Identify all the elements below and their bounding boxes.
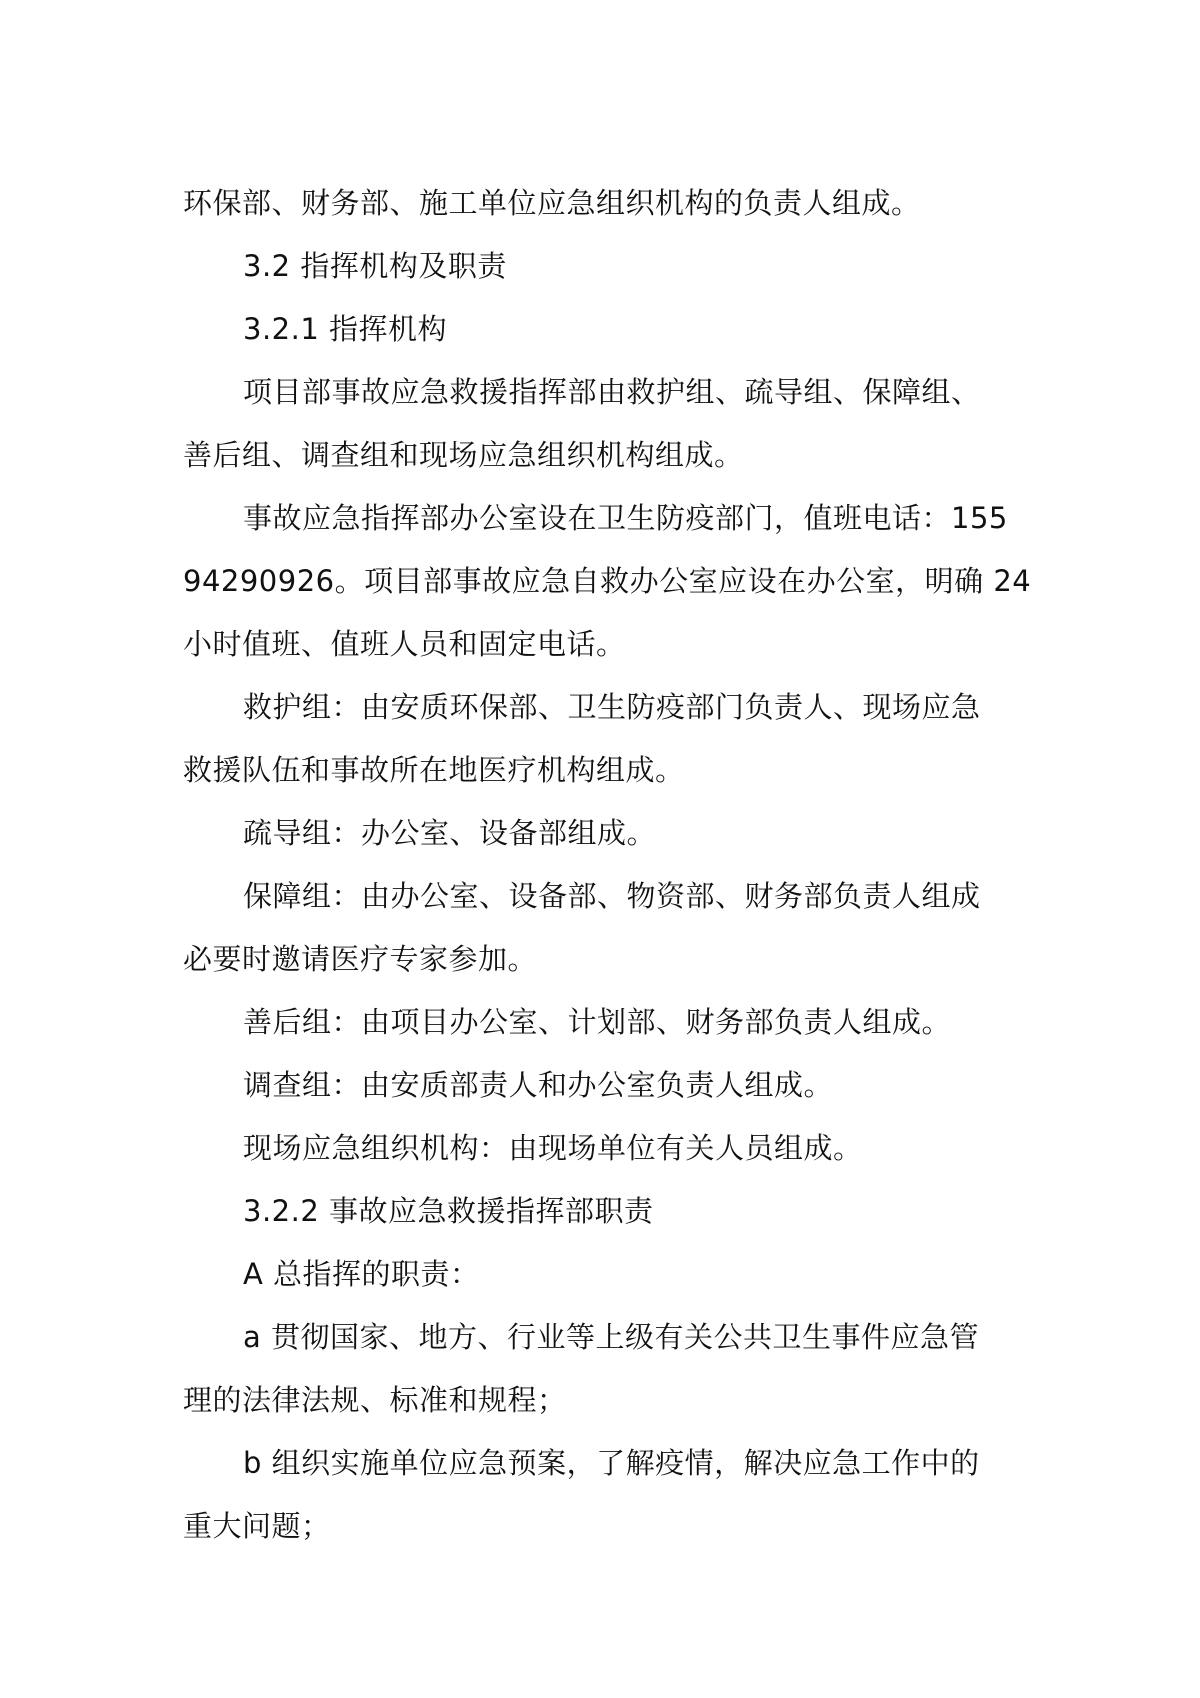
text-line-5: 善后组、调查组和现场应急组织机构组成。: [183, 438, 744, 472]
text-line-15: 调查组：由安质部责人和办公室负责人组成。: [243, 1068, 834, 1102]
text-line-12: 保障组：由办公室、设备部、物资部、财务部负责人组成: [243, 879, 981, 913]
section-heading-3-2-1: 3.2.1 指挥机构: [243, 312, 448, 346]
text-line-18: A 总指挥的职责：: [243, 1257, 480, 1291]
text-line-4: 项目部事故应急救援指挥部由救护组、疏导组、保障组、: [243, 375, 981, 409]
text-line-6: 事故应急指挥部办公室设在卫生防疫部门，值班电话：155: [243, 501, 1008, 535]
text-line-21: b 组织实施单位应急预案，了解疫情，解决应急工作中的: [243, 1446, 980, 1480]
text-line-13: 必要时邀请医疗专家参加。: [183, 942, 538, 976]
section-heading-3-2-2: 3.2.2 事故应急救援指挥部职责: [243, 1194, 654, 1228]
text-line-1: 环保部、财务部、施工单位应急组织机构的负责人组成。: [183, 186, 921, 220]
text-line-22: 重大问题；: [183, 1509, 331, 1543]
text-line-20: 理的法律法规、标准和规程；: [183, 1383, 567, 1417]
text-line-10: 救援队伍和事故所在地医疗机构组成。: [183, 753, 685, 787]
section-heading-3-2: 3.2 指挥机构及职责: [243, 249, 507, 283]
text-line-16: 现场应急组织机构：由现场单位有关人员组成。: [243, 1131, 863, 1165]
text-line-14: 善后组：由项目办公室、计划部、财务部负责人组成。: [243, 1005, 952, 1039]
document-body: [183, 172, 1033, 1558]
text-line-7: 94290926。项目部事故应急自救办公室应设在办公室，明确 24: [183, 564, 1032, 598]
text-line-11: 疏导组：办公室、设备部组成。: [243, 816, 657, 850]
text-line-9: 救护组：由安质环保部、卫生防疫部门负责人、现场应急: [243, 690, 981, 724]
text-line-8: 小时值班、值班人员和固定电话。: [183, 627, 626, 661]
text-line-19: a 贯彻国家、地方、行业等上级有关公共卫生事件应急管: [243, 1320, 979, 1354]
